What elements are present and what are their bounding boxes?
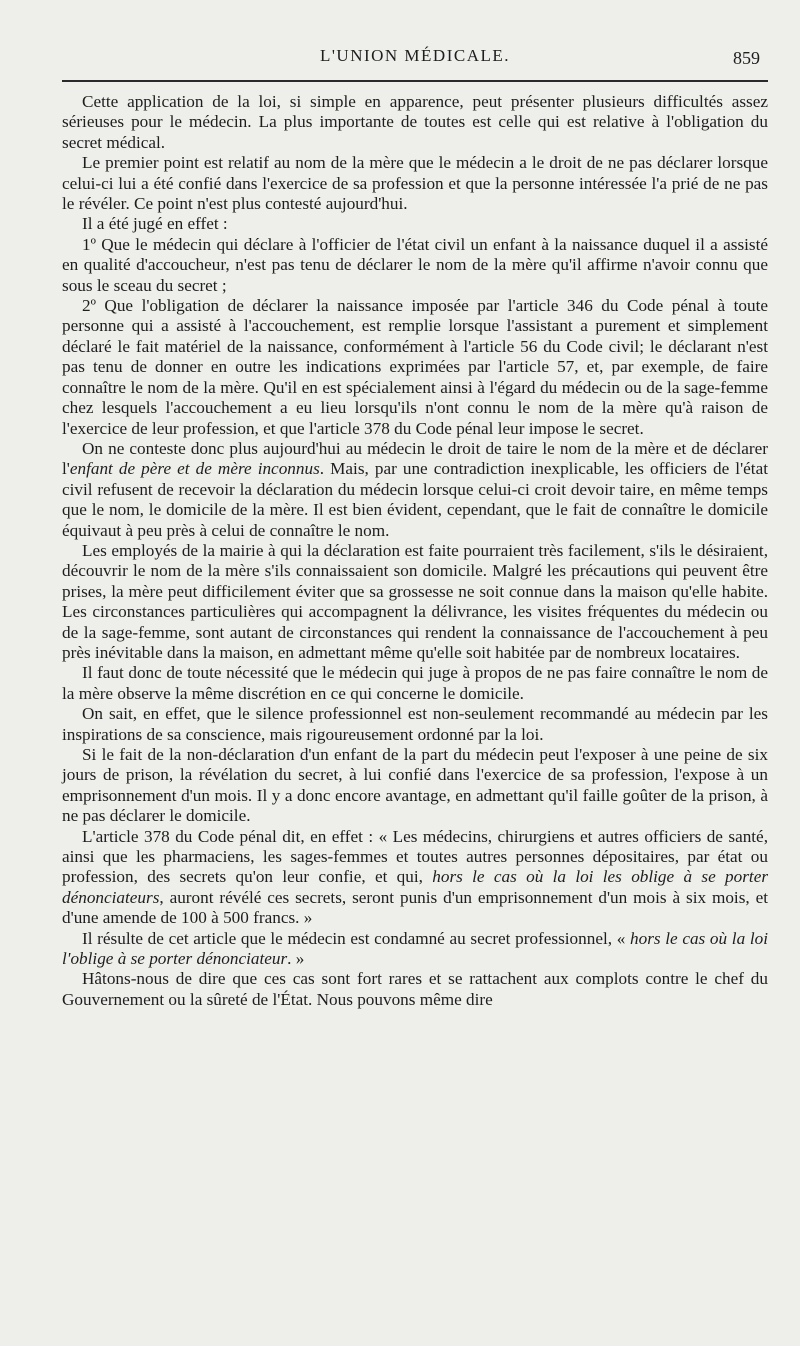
paragraph xyxy=(62,929,768,970)
text-run: Il résulte de cet article que le médecin est condamné au secret professionnel, « xyxy=(82,928,630,948)
paragraph: 1º Que le médecin qui déclare à l'officier de l'état civil un enfant à la naissance duquel il a assisté en qualité d'accoucheur, n'est pas tenu de déclarer le nom de la mère qu'il affirme n'avoir connu que sous le sceau du secret ; xyxy=(62,234,768,295)
text-run: On ne conteste donc plus aujourd'hui au médecin le droit de taire le nom de la mère et de déclarer l' xyxy=(62,438,768,479)
body-text xyxy=(62,92,768,1010)
italic-phrase: hors le cas où la loi l'oblige à se porter dénonciateur xyxy=(62,928,768,969)
paragraph xyxy=(62,439,768,541)
text-run: L'article 378 du Code pénal dit, en effet : « Les médecins, chirurgiens et autres officiers de santé, ainsi que les pharmaciens, les sages-femmes et toutes autres personnes dépositaires, par état ou profession, des secrets qu'on leur confie, et qui, xyxy=(62,826,768,887)
header-rule xyxy=(62,80,768,82)
running-title: L'UNION MÉDICALE. xyxy=(319,46,511,65)
paragraph: Les employés de la mairie à qui la déclaration est faite pourraient très facilement, s'ils le désiraient, découvrir le nom de la mère s'ils connaissaient son domicile. Malgré les précautions qui peuvent être prises, la mère peut difficilement éviter que sa grossesse ne soit connue dans la maison qu'elle habite. Les circonstances particulières qui accompagnent la délivrance, les visites fréquentes du médecin ou de la sage-femme, sont autant de circonstances qui rendent la connaissance de l'accouchement à peu près inévitable dans la maison, en admettant même qu'elle soit habitée par de nombreux locataires. xyxy=(62,540,768,662)
paragraph: Si le fait de la non-déclaration d'un enfant de la part du médecin peut l'exposer à une peine de six jours de prison, la révélation du secret, à lui confié dans l'exercice de sa profession, l'expose à un emprisonnement d'un mois. Il y a donc encore avantage, en admettant qu'il faille goûter de la prison, à ne pas déclarer le domicile. xyxy=(62,745,768,826)
text-run: . Mais, par une contradiction inexplicable, les officiers de l'état civil refusent de recevoir la déclaration du médecin lorsque celui-ci croit devoir taire, en même temps que le nom, le domicile de la mère. Il est bien évident, cependant, que le fait de connaître le domicile équivaut à peu près à celui de connaître le nom. xyxy=(62,459,768,540)
paragraph: Il a été jugé en effet : xyxy=(82,214,228,234)
italic-phrase: enfant de père et de mère inconnus xyxy=(69,459,320,479)
italic-phrase: hors le cas où la loi les oblige à se porter dénonciateurs xyxy=(62,867,769,907)
paragraph: On sait, en effet, que le silence professionnel est non-seulement recommandé au médecin par les inspirations de sa conscience, mais rigoureusement ordonné par la loi. xyxy=(62,704,768,744)
paragraph: Cette application de la loi, si simple en apparence, peut présenter plusieurs difficultés assez sérieuses pour le médecin. La plus importante de toutes est celle qui est relative à l'obligation du secret médical. xyxy=(62,92,768,152)
paragraph: Le premier point est relatif au nom de la mère que le médecin a le droit de ne pas déclarer lorsque celui-ci lui a été confié dans l'exercice de sa profession et que la personne intéressée l'a prié de ne pas le révéler. Ce point n'est plus contesté aujourd'hui. xyxy=(62,153,768,214)
paragraph: 2º Que l'obligation de déclarer la naissance imposée par l'article 346 du Code pénal à toute personne qui a assisté à l'accouchement, est remplie lorsque l'assistant a purement et simplement déclaré le fait matériel de la naissance, conformément à l'article 56 du Code civil; le déclarant n'est pas tenu de donner en outre les indications exprimées par l'article 57, et, par exemple, de faire connaître le nom de la mère. Qu'il en est spécialement ainsi à l'égard du médecin ou de la sage-femme chez lesquels l'accouchement a eu lieu lorsqu'ils n'ont connu le nom de la mère qu'à raison de l'exercice de leur profession, et que l'article 378 du Code pénal leur impose le secret. xyxy=(62,296,768,438)
paragraph xyxy=(62,827,768,929)
paragraph: Il faut donc de toute nécessité que le médecin qui juge à propos de ne pas faire connaître le nom de la mère observe la même discrétion en ce qui concerne le domicile. xyxy=(62,663,768,703)
text-run: . » xyxy=(287,949,305,969)
page-header xyxy=(62,46,768,80)
text-run: , auront révélé ces secrets, seront punis d'un emprisonnement d'un mois à six mois, et d'une amende de 100 à 500 francs. » xyxy=(62,887,768,928)
paragraph: Hâtons-nous de dire que ces cas sont fort rares et se rattachent aux complots contre le chef du Gouvernement ou la sûreté de l'État. Nous pouvons même dire xyxy=(62,969,768,1009)
page-number: 859 xyxy=(733,48,760,68)
